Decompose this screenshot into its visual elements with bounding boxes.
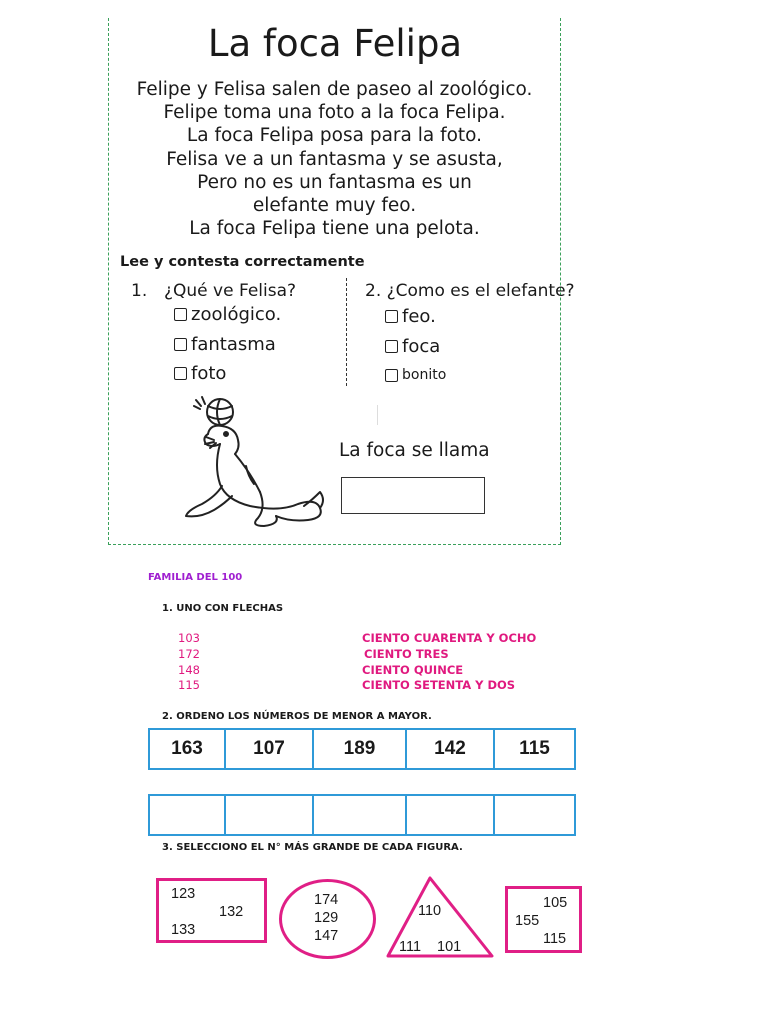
story-line: La foca Felipa posa para la foto. <box>186 125 483 147</box>
figure-number[interactable]: 115 <box>543 931 567 947</box>
number-item[interactable]: 115 <box>178 678 200 693</box>
figure-number[interactable]: 132 <box>219 904 244 920</box>
checkbox[interactable] <box>385 340 398 353</box>
figure-number[interactable]: 123 <box>171 886 196 902</box>
section1-title: 1. UNO CON FLECHAS <box>162 603 284 614</box>
word-item[interactable]: CIENTO QUINCE <box>362 662 464 677</box>
q2-option-feo[interactable]: feo. <box>385 306 436 327</box>
story-line: Felipe y Felisa salen de paseo al zoológico. <box>136 79 533 100</box>
story-line: Felisa ve a un fantasma y se asusta, <box>166 148 503 170</box>
math-heading: FAMILIA DEL 100 <box>148 572 243 583</box>
seal-with-ball-illustration <box>180 396 330 531</box>
q1-option-fantasma[interactable]: fantasma <box>174 334 276 355</box>
q1-question: ¿Qué ve Felisa? <box>164 281 297 301</box>
answer-cell[interactable] <box>148 794 226 836</box>
answer-cell[interactable] <box>224 794 314 836</box>
answer-cell[interactable] <box>493 794 576 836</box>
figure-number[interactable]: 111 <box>399 939 422 955</box>
answer-cell[interactable] <box>312 794 407 836</box>
figure-number[interactable]: 174 <box>314 892 339 908</box>
checkbox[interactable] <box>385 369 398 382</box>
figure-number[interactable]: 147 <box>314 928 339 944</box>
q2-question: 2. ¿Como es el elefante? <box>365 281 575 301</box>
number-item[interactable]: 148 <box>178 662 200 677</box>
number-cell: 115 <box>493 728 576 770</box>
name-answer-box[interactable] <box>341 477 485 514</box>
story-line: elefante muy feo. <box>252 195 417 217</box>
instruction-heading: Lee y contesta correctamente <box>120 254 365 270</box>
rectangle-figure-2 <box>505 886 582 953</box>
number-list <box>178 631 200 694</box>
story-line: Pero no es un fantasma es un <box>197 171 472 193</box>
section2-title: 2. ORDENO LOS NÚMEROS DE MENOR A MAYOR. <box>162 711 432 722</box>
answer-cell[interactable] <box>405 794 495 836</box>
figure-number[interactable]: 105 <box>543 895 568 911</box>
checkbox[interactable] <box>385 310 398 323</box>
q1-option-foto[interactable]: foto <box>174 363 226 384</box>
number-item[interactable]: 103 <box>178 631 200 645</box>
story-text <box>108 78 561 240</box>
rectangle-figure-1 <box>156 878 267 943</box>
q1-number: 1. <box>131 281 148 301</box>
name-prompt: La foca se llama <box>339 440 490 461</box>
circle-figure <box>279 879 376 959</box>
figure-number[interactable]: 129 <box>314 910 339 926</box>
section3-title: 3. SELECCIONO EL N° MÁS GRANDE DE CADA FIGURA. <box>162 842 463 853</box>
checkbox[interactable] <box>174 338 187 351</box>
q1-option-zoologico[interactable]: zoológico. <box>174 304 281 325</box>
q2-option-foca[interactable]: foca <box>385 336 440 357</box>
column-divider <box>346 278 347 386</box>
word-item[interactable]: CIENTO TRES <box>364 646 449 661</box>
number-cell: 189 <box>312 728 407 770</box>
figure-number[interactable]: 101 <box>437 939 462 955</box>
story-line: La foca Felipa tiene una pelota. <box>189 218 480 240</box>
figure-number[interactable]: 155 <box>515 913 540 929</box>
word-item[interactable]: CIENTO SETENTA Y DOS <box>362 678 516 693</box>
checkbox[interactable] <box>174 367 187 380</box>
figure-number[interactable]: 110 <box>418 903 442 919</box>
figure-number[interactable]: 133 <box>171 922 196 938</box>
checkbox[interactable] <box>174 308 187 321</box>
divider-line <box>377 405 378 425</box>
q2-option-bonito[interactable]: bonito <box>385 367 446 383</box>
number-item[interactable]: 172 <box>178 646 200 661</box>
word-item[interactable]: CIENTO CUARENTA Y OCHO <box>362 631 537 645</box>
numbers-to-order-row <box>148 728 574 770</box>
number-cell: 107 <box>224 728 314 770</box>
number-cell: 163 <box>148 728 226 770</box>
story-line: Felipe toma una foto a la foca Felipa. <box>163 102 506 124</box>
number-cell: 142 <box>405 728 495 770</box>
ordered-answer-row <box>148 794 574 836</box>
worksheet-title: La foca Felipa <box>207 22 463 65</box>
word-list <box>362 631 536 694</box>
